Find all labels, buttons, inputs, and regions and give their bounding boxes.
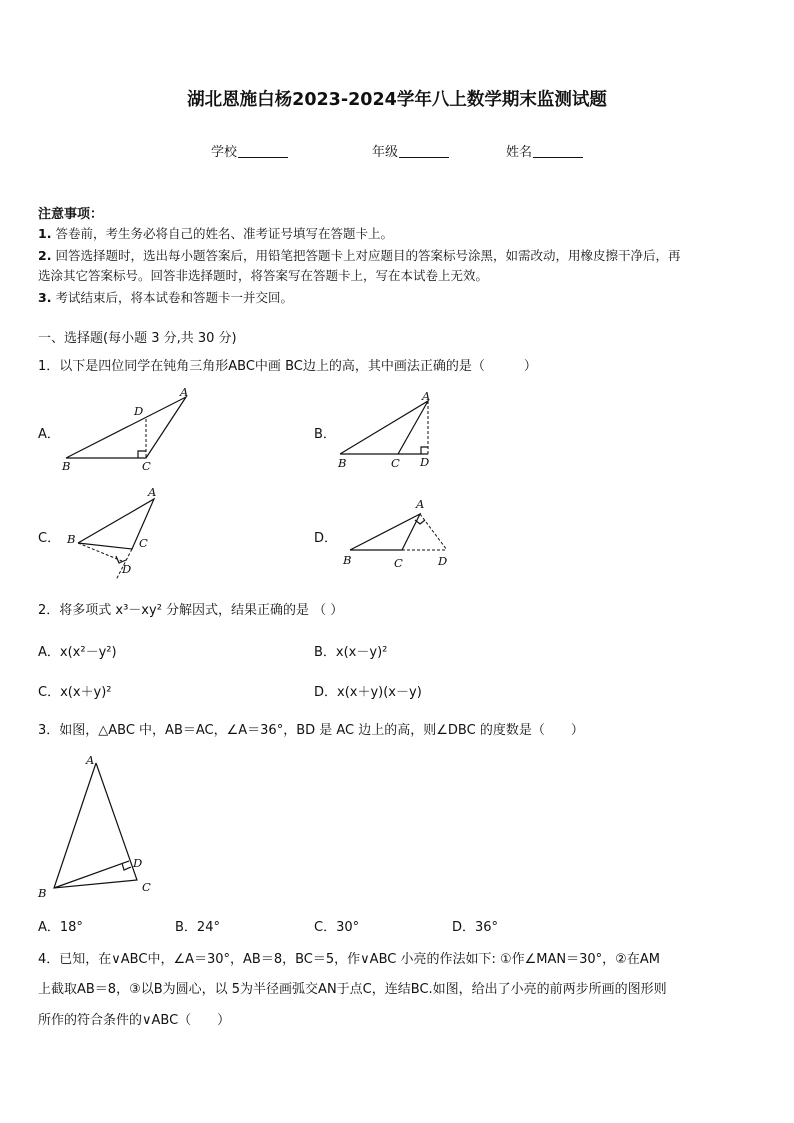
label-a-B: B	[62, 459, 71, 473]
triangle-b	[340, 401, 428, 454]
label-q3-A: A	[86, 753, 95, 767]
q2-option-c[interactable]: C．x(x＋y)²	[38, 685, 112, 700]
label-a-D: D	[134, 404, 144, 418]
q1-figure-c	[66, 485, 156, 580]
label-b-B: B	[338, 456, 347, 470]
label-q3-B: B	[38, 886, 47, 900]
label-q3-D: D	[133, 856, 143, 870]
label-c-A: A	[148, 485, 157, 499]
note-3-num: 3.	[38, 290, 52, 305]
label-c-D: D	[122, 562, 132, 576]
question-4-line2: 上截取AB＝8，③以B为圆心，以 5为半径画弧交AN于点C，连结BC.如图，给出了小亮的前两步所画的图形则	[38, 982, 667, 997]
q3-option-c[interactable]: C．30°	[314, 920, 360, 935]
right-angle-b	[421, 447, 428, 454]
q1-figure-a	[61, 385, 188, 473]
q1-option-d-label: D．	[314, 531, 338, 546]
altitude-d	[420, 514, 447, 550]
q3-option-a[interactable]: A．18°	[38, 920, 83, 935]
note-2-text: 回答选择题时，选出每小题答案后，用铅笔把答题卡上对应题目的答案标号涂黑，如需改动，用橡皮擦干净后，再	[55, 248, 681, 263]
page-title: 湖北恩施白杨2023-2024学年八上数学期末监测试题	[187, 90, 607, 110]
note-3-text: 考试结束后，将本试卷和答题卡一并交回。	[55, 290, 293, 305]
label-b-A: A	[422, 389, 431, 403]
label-d-C: C	[394, 556, 403, 570]
triangle-d	[350, 514, 420, 550]
q3-option-d[interactable]: D．36°	[452, 920, 499, 935]
q3-option-b[interactable]: B．24°	[175, 920, 220, 935]
label-a-C: C	[142, 459, 151, 473]
q2-option-a[interactable]: A．x(x²－y²)	[38, 645, 117, 660]
q1-option-c-label: C．	[38, 531, 61, 546]
right-angle-a	[138, 451, 146, 458]
question-1: 1．以下是四位同学在钝角三角形ABC中画 BC边上的高，其中画法正确的是（ ）	[38, 359, 537, 374]
name-label: 姓名	[506, 145, 533, 160]
question-2: 2．将多项式 x³－xy² 分解因式，结果正确的是 （ ）	[38, 603, 344, 618]
q2-option-b[interactable]: B．x(x－y)²	[314, 645, 388, 660]
school-label: 学校	[211, 145, 238, 160]
question-4-line1: 4．已知，在∨ABC中，∠A＝30°，AB＝8，BC＝5，作∨ABC 小亮的作法如下: ①作∠MAN＝30°，②在AM	[38, 952, 660, 967]
q1-option-b-label: B．	[314, 427, 336, 442]
label-b-C: C	[391, 456, 400, 470]
question-4-line3: 所作的符合条件的∨ABC（ ）	[38, 1013, 231, 1028]
label-a-A: A	[180, 385, 189, 399]
q1-figure-d	[342, 497, 447, 570]
label-c-B: B	[67, 532, 76, 546]
label-d-B: B	[343, 553, 352, 567]
q1-option-a-label: A．	[38, 427, 60, 442]
label-d-A: A	[416, 497, 425, 511]
grade-label: 年级	[372, 145, 399, 160]
right-angle-q3	[122, 863, 131, 870]
triangle-a	[66, 397, 186, 458]
q3-figure	[37, 753, 151, 900]
label-q3-C: C	[142, 880, 151, 894]
note-2-num: 2.	[38, 248, 52, 263]
section-heading: 一、选择题(每小题 3 分,共 30 分)	[38, 331, 237, 346]
q1-figure-b	[337, 389, 430, 470]
note-2-line2: 选涂其它答案标号。回答非选择题时，将答案写在答题卡上，写在本试卷上无效。	[38, 268, 489, 283]
label-d-D: D	[438, 554, 448, 568]
note-1-text: 答卷前，考生务必将自己的姓名、准考证号填写在答题卡上。	[55, 226, 393, 241]
notes-heading: 注意事项：	[38, 207, 104, 222]
label-b-D: D	[420, 455, 430, 469]
note-1-num: 1.	[38, 226, 52, 241]
label-c-C: C	[139, 536, 148, 550]
question-3: 3．如图，△ABC 中，AB＝AC，∠A＝36°，BD 是 AC 边上的高，则∠DBC 的度数是（ ）	[38, 723, 584, 738]
q2-option-d[interactable]: D．x(x＋y)(x－y)	[314, 685, 422, 700]
